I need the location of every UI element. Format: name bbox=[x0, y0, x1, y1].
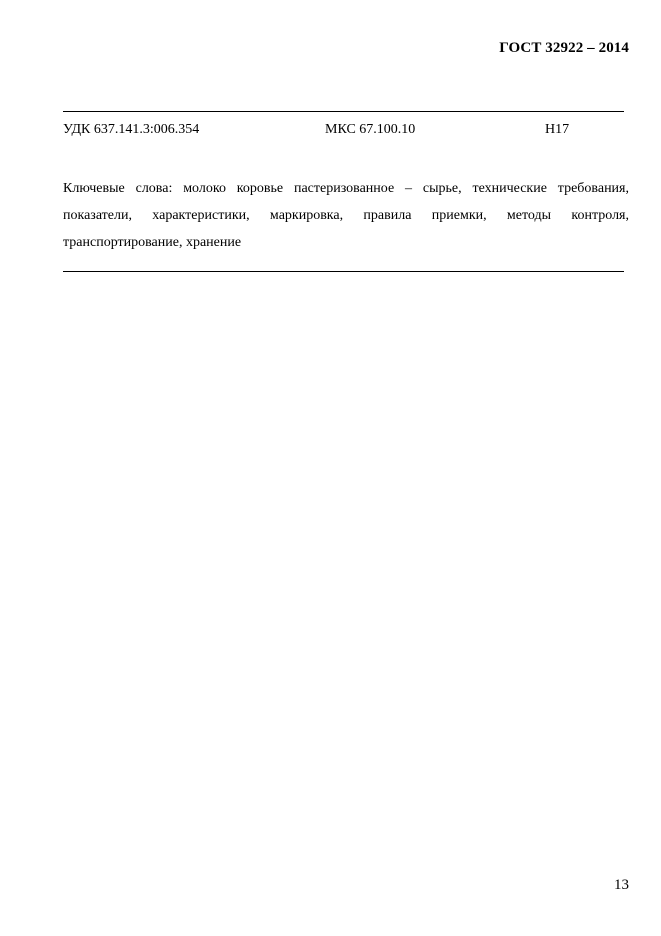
bottom-divider bbox=[63, 271, 624, 272]
page-number: 13 bbox=[614, 877, 629, 893]
category-code: Н17 bbox=[545, 122, 570, 137]
top-divider bbox=[63, 111, 624, 112]
udk-code: УДК 637.141.3:006.354 bbox=[63, 122, 200, 137]
mks-code: МКС 67.100.10 bbox=[325, 122, 416, 137]
classification-row bbox=[63, 122, 624, 140]
standard-title: ГОСТ 32922 – 2014 bbox=[499, 40, 629, 56]
keywords-paragraph: Ключевые слова: молоко коровье пастеризованное – сырье, технические требования, показатели, характеристики, маркировка, правила приемки, методы контроля, транспортирование, хранение bbox=[63, 181, 629, 250]
